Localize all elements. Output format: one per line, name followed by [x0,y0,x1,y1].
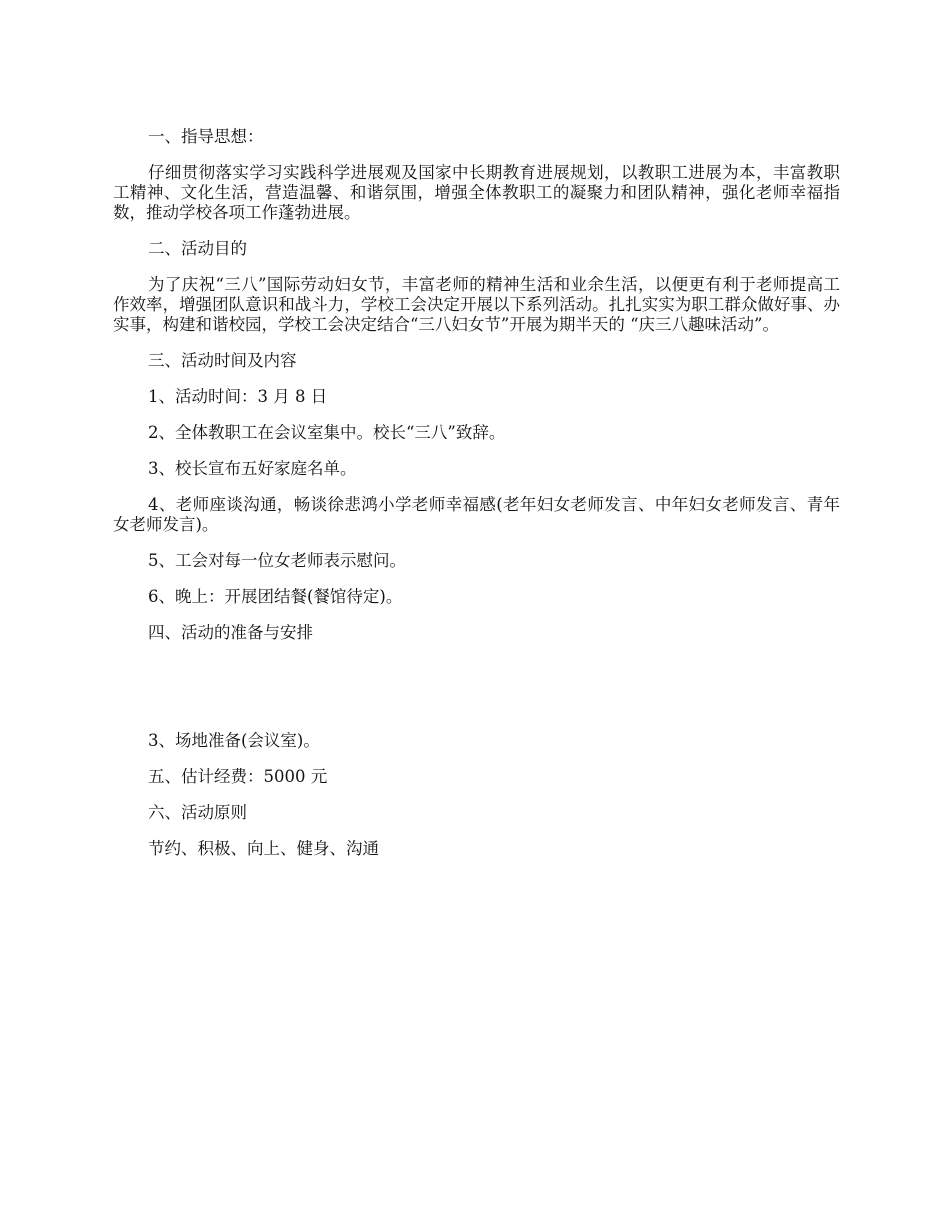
paragraph-activity-purpose: 为了庆祝“三八”国际劳动妇女节，丰富老师的精神生活和业余生活，以便更有利于老师提高工作效率，增强团队意识和战斗力，学校工会决定开展以下系列活动。扎扎实实为职工群众做好事、办实事，构建和谐校园，学校工会决定结合“三八妇女节”开展为期半天的 “庆三八趣味活动”。 [113,275,840,334]
paragraph-guiding-ideology: 仔细贯彻落实学习实践科学进展观及国家中长期教育进展规划，以教职工进展为本，丰富教职工精神、文化生活，营造温馨、和谐氛围，增强全体教职工的凝聚力和团队精神，强化老师幸福指数，推动学校各项工作蓬勃进展。 [113,163,840,222]
paragraph-principles: 节约、积极、向上、健身、沟通 [148,839,379,858]
item-venue-prep: 3、场地准备(会议室)。 [148,731,320,750]
heading-budget: 五、估计经费：5000 元 [148,767,328,786]
item-gathering: 2、全体教职工在会议室集中。校长“三八”致辞。 [148,423,506,442]
item-activity-time: 1、活动时间：3 月 8 日 [148,387,328,406]
item-family-list: 3、校长宣布五好家庭名单。 [148,459,357,478]
heading-guiding-ideology: 一、指导思想： [148,127,264,146]
heading-time-content: 三、活动时间及内容 [148,351,297,370]
item-union-greeting: 5、工会对每一位女老师表示慰问。 [148,551,406,570]
document-body [113,127,840,875]
heading-activity-purpose: 二、活动目的 [148,239,247,258]
item-teacher-discussion: 4、老师座谈沟通，畅谈徐悲鸿小学老师幸福感(老年妇女老师发言、中年妇女老师发言、青年女老师发言)。 [113,495,840,534]
blank-space [113,659,840,731]
heading-principles: 六、活动原则 [148,803,247,822]
item-dinner: 6、晚上：开展团结餐(餐馆待定)。 [148,587,403,606]
heading-preparation: 四、活动的准备与安排 [148,623,313,642]
